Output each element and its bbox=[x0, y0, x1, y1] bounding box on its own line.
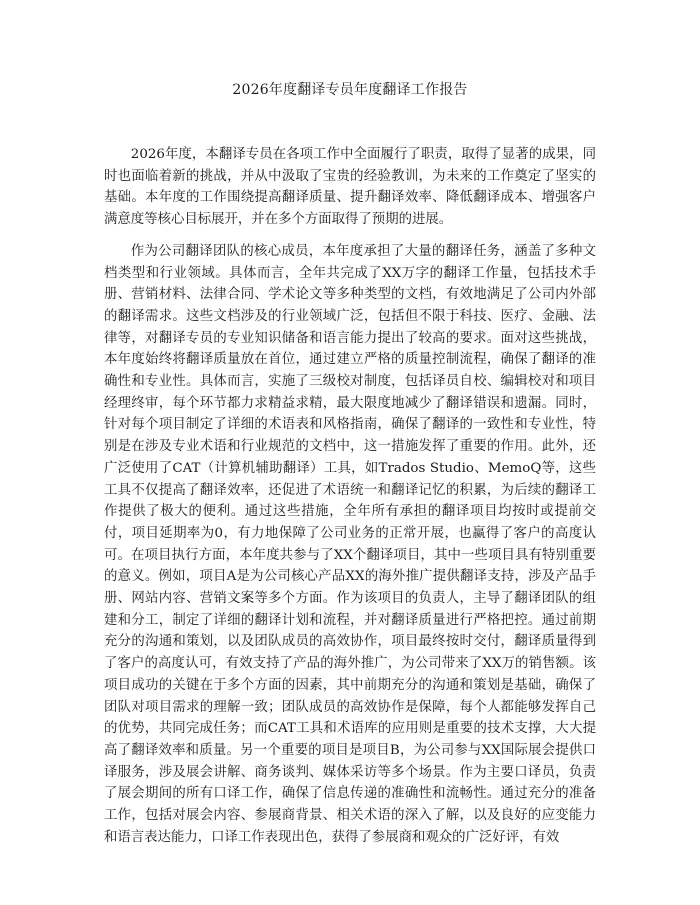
document-title: 2026年度翻译专员年度翻译工作报告 bbox=[232, 82, 468, 98]
paragraph-2: 作为公司翻译团队的核心成员，本年度承担了大量的翻译任务，涵盖了多种文档类型和行业领域。具体而言，全年共完成了XX万字的翻译工作量，包括技术手册、营销材料、法律合同、学术论文等多种类型的文档，有效地满足了公司内外部的翻译需求。这些文档涉及的行业领域广泛，包括但不限于科技、医疗、金融、法律等，对翻译专员的专业知识储备和语言能力提出了较高的要求。面对这些挑战，本年度始终将翻译质量放在首位，通过建立严格的质量控制流程，确保了翻译的准确性和专业性。具体而言，实施了三级校对制度，包括译员自校、编辑校对和项目经理终审，每个环节都力求精益求精，最大限度地减少了翻译错误和遗漏。同时，针对每个项目制定了详细的术语表和风格指南，确保了翻译的一致性和专业性，特别是在涉及专业术语和行业规范的文档中，这一措施发挥了重要的作用。此外，还广泛使用了CAT（计算机辅助翻译）工具，如Trados Studio、MemoQ等，这些工具不仅提高了翻译效率，还促进了术语统一和翻译记忆的积累，为后续的翻译工作提供了极大的便利。通过这些措施，全年所有承担的翻译项目均按时或提前交付，项目延期率为0，有力地保障了公司业务的正常开展，也赢得了客户的高度认可。在项目执行方面，本年度共参与了XX个翻译项目，其中一些项目具有特别重要的意义。例如，项目A是为公司核心产品XX的海外推广提供翻译支持，涉及产品手册、网站内容、营销文案等多个方面。作为该项目的负责人，主导了翻译团队的组建和分工，制定了详细的翻译计划和流程，并对翻译质量进行严格把控。通过前期充分的沟通和策划，以及团队成员的高效协作，项目最终按时交付，翻译质量得到了客户的高度认可，有效支持了产品的海外推广，为公司带来了XX万的销售额。该项目成功的关键在于多个方面的因素，其中前期充分的沟通和策划是基础，确保了团队对项目需求的理解一致；团队成员的高效协作是保障，每个人都能够发挥自己的优势，共同完成任务；而CAT工具和术语库的应用则是重要的技术支撑，大大提高了翻译效率和质量。另一个重要的项目是项目B，为公司参与XX国际展会提供口译服务，涉及展会讲解、商务谈判、媒体采访等多个场景。作为主要口译员，负责了展会期间的所有口译工作，确保了信息传递的准确性和流畅性。通过充分的准备工作，包括对展会内容、参展商背景、相关术语的深入了解，以及良好的应变能力和语言表达能力，口译工作表现出色，获得了参展商和观众的广泛好评，有效 bbox=[104, 243, 596, 845]
document-body bbox=[104, 144, 596, 849]
paragraph-1: 2026年度，本翻译专员在各项工作中全面履行了职责，取得了显著的成果，同时也面临着新的挑战，并从中汲取了宝贵的经验教训，为未来的工作奠定了坚实的基础。本年度的工作围绕提高翻译质量、提升翻译效率、降低翻译成本、增强客户满意度等核心目标展开，并在多个方面取得了预期的进展。 bbox=[104, 147, 596, 228]
